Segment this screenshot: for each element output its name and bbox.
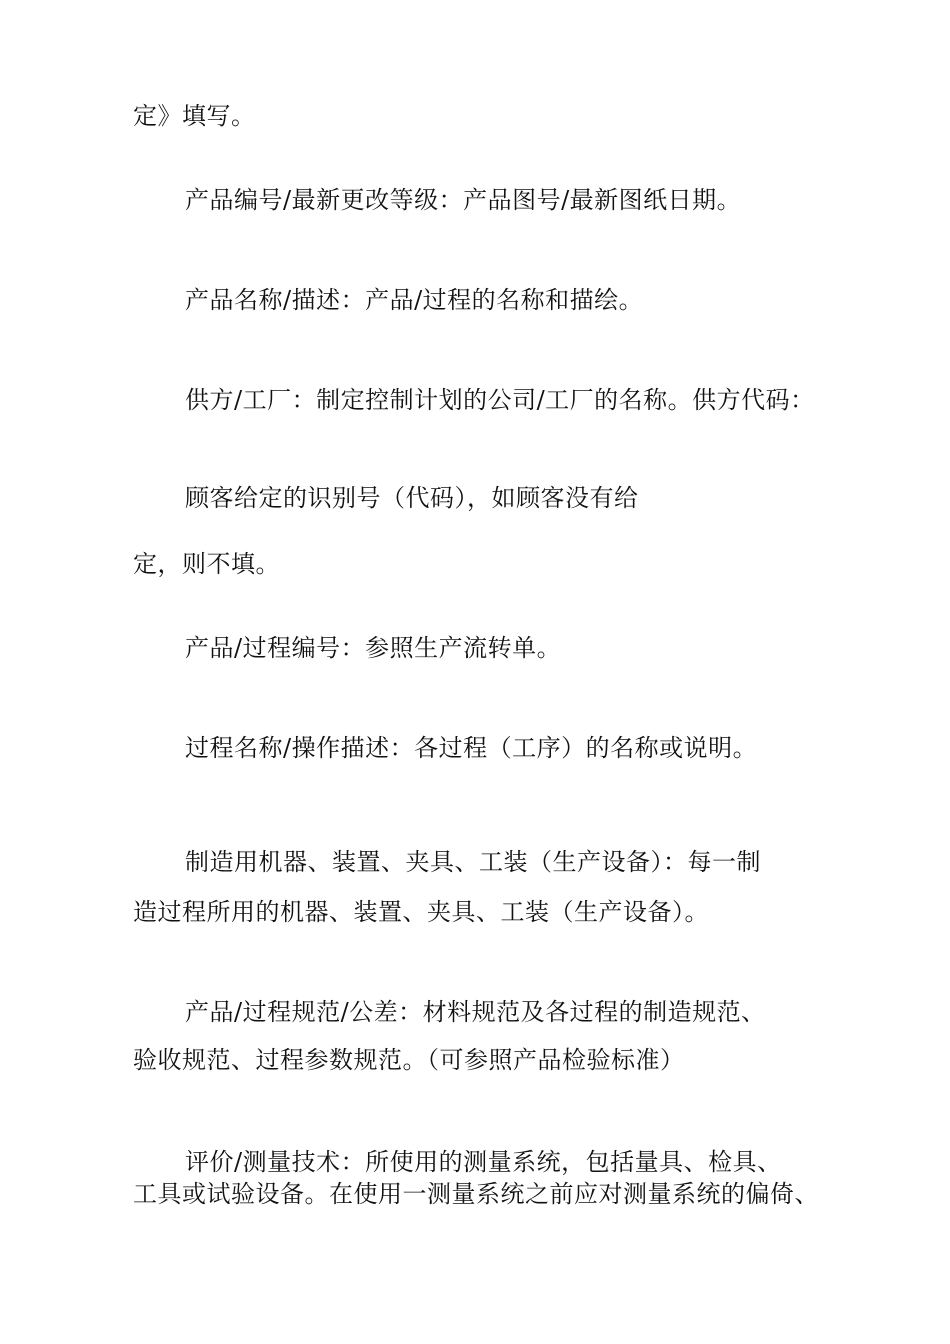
text-line-specifications: 产品/过程规范/公差：材料规范及各过程的制造规范、 (185, 998, 766, 1026)
text-line-specifications-cont: 验收规范、过程参数规范。（可参照产品检验标准） (133, 1046, 685, 1074)
text-line-product-name: 产品名称/描述：产品/过程的名称和描绘。 (185, 286, 644, 314)
text-line-machines: 制造用机器、装置、夹具、工装（生产设备）：每一制 (185, 848, 761, 876)
text-line-supplier: 供方/工厂：制定控制计划的公司/工厂的名称。供方代码： (185, 386, 815, 414)
text-line-customer-id-cont: 定，则不填。 (133, 550, 280, 578)
text-line-product-number: 产品编号/最新更改等级：产品图号/最新图纸日期。 (185, 186, 742, 214)
text-line-measurement: 评价/测量技术：所使用的测量系统，包括量具、检具、 (185, 1148, 782, 1176)
text-line-measurement-cont: 工具或试验设备。在使用一测量系统之前应对测量系统的偏倚、 (133, 1180, 819, 1208)
text-line-customer-id: 顾客给定的识别号（代码），如顾客没有给 (185, 484, 639, 512)
text-line-continuation: 定》填写。 (133, 102, 256, 130)
text-line-process-name: 过程名称/操作描述：各过程（工序）的名称或说明。 (185, 734, 758, 762)
text-line-process-number: 产品/过程编号：参照生产流转单。 (185, 634, 562, 662)
text-line-machines-cont: 造过程所用的机器、装置、夹具、工装（生产设备）。 (133, 898, 709, 926)
